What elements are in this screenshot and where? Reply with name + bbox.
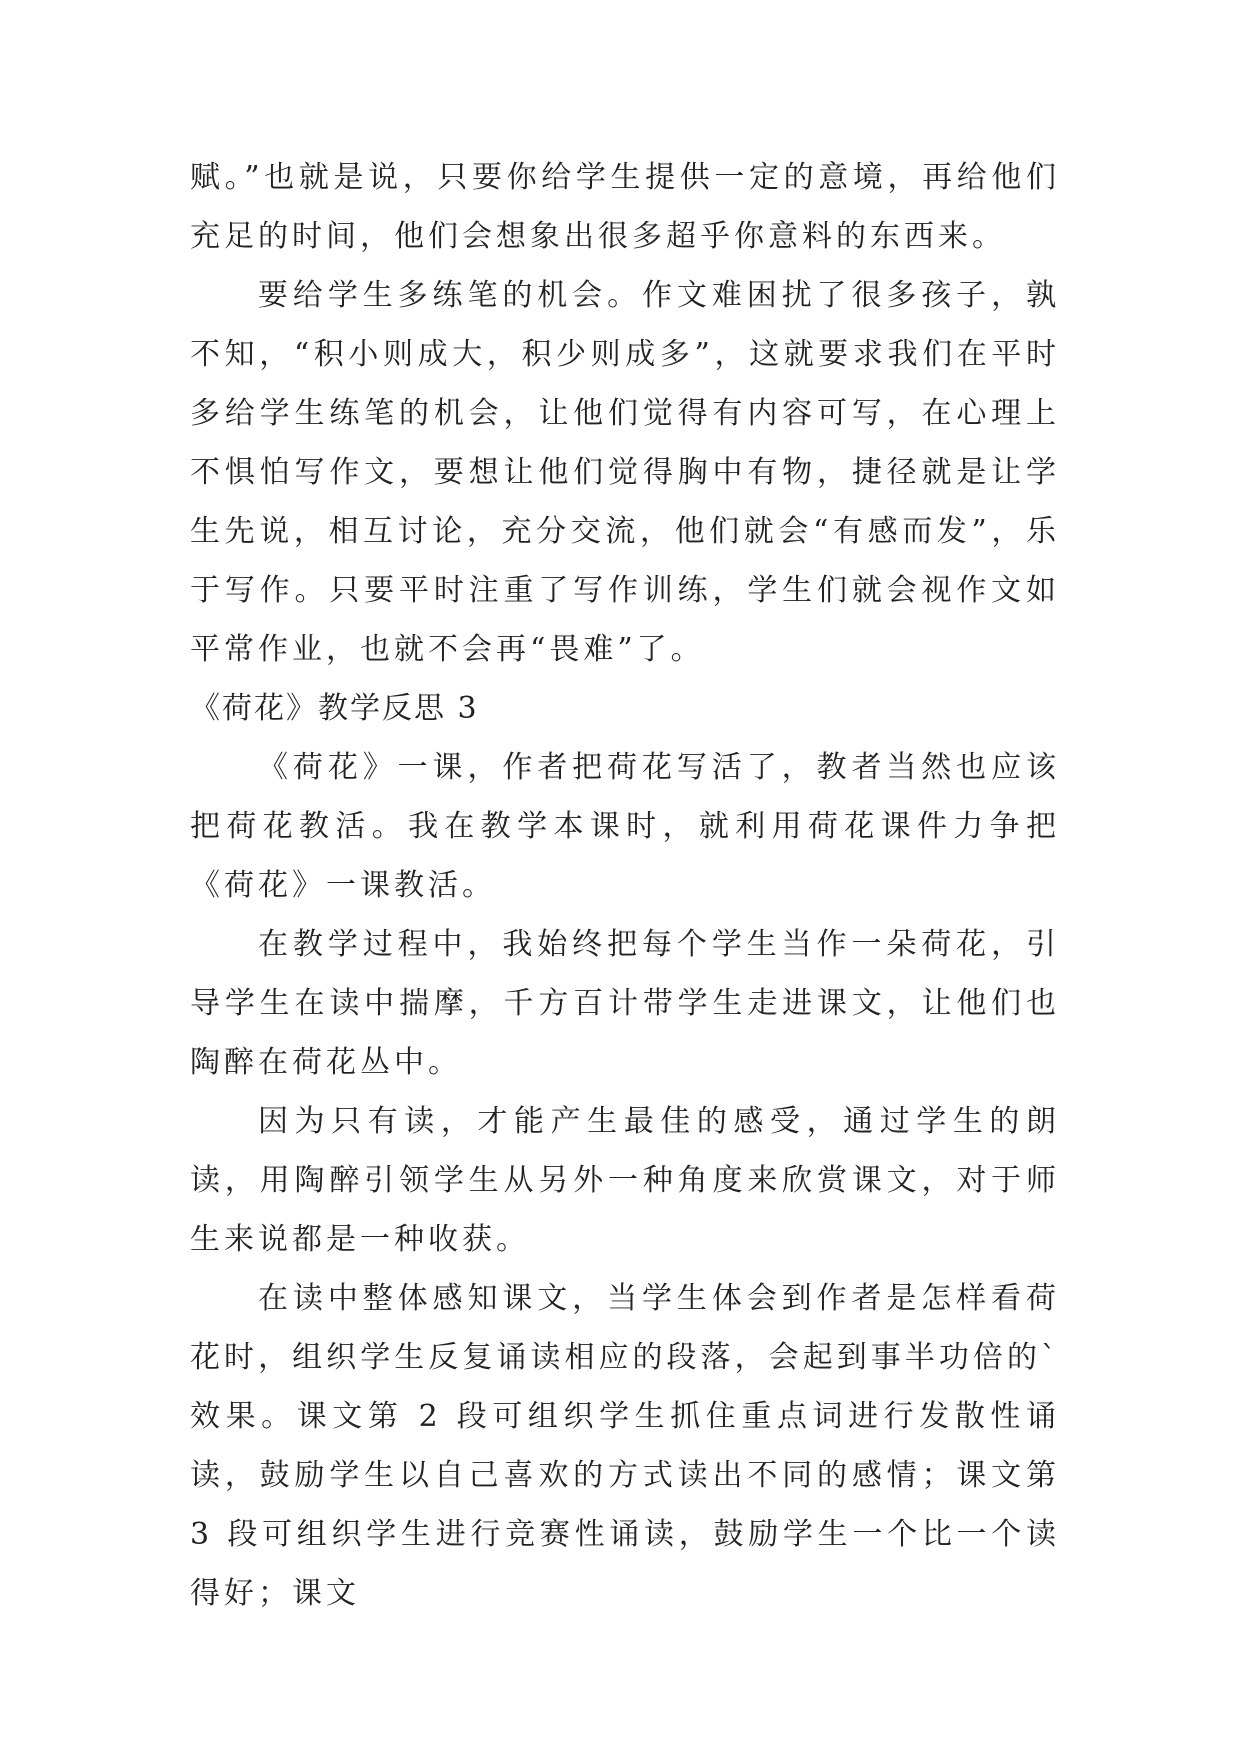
paragraph-recitation: 在读中整体感知课文，当学生体会到作者是怎样看荷花时，组织学生反复诵读相应的段落，会起到事半功倍的`效果。课文第 2 段可组织学生抓住重点词进行发散性诵读，鼓励学生以自己喜欢的方式读出不同的感情；课文第 3 段可组织学生进行竞赛性诵读，鼓励学生一个比一个读得好；课文 xyxy=(190,1281,1060,1611)
paragraph-writing-practice: 要给学生多练笔的机会。作文难困扰了很多孩子，孰不知，“积小则成大，积少则成多”，这就要求我们在平时多给学生练笔的机会，让他们觉得有内容可写，在心理上不惧怕写作文，要想让他们觉得胸中有物，捷径就是让学生先说，相互讨论，充分交流，他们就会“有感而发”，乐于写作。只要平时注重了写作训练，学生们就会视作文如平常作业，也就不会再“畏难”了。 xyxy=(190,278,1060,667)
paragraph-intro: 《荷花》一课，作者把荷花写活了，教者当然也应该把荷花教活。我在教学本课时，就利用荷花课件力争把《荷花》一课教活。 xyxy=(190,750,1060,903)
paragraph-continuation: 赋。”也就是说，只要你给学生提供一定的意境，再给他们充足的时间，他们会想象出很多超乎你意料的东西来。 xyxy=(190,160,1060,254)
paragraph-teaching-process: 在教学过程中，我始终把每个学生当作一朵荷花，引导学生在读中揣摩，千方百计带学生走进课文，让他们也陶醉在荷花丛中。 xyxy=(190,927,1060,1080)
section-title: 《荷花》教学反思 3 xyxy=(190,691,479,726)
document-body xyxy=(190,148,1060,1623)
paragraph-reading: 因为只有读，才能产生最佳的感受，通过学生的朗读，用陶醉引领学生从另外一种角度来欣赏课文，对于师生来说都是一种收获。 xyxy=(190,1104,1060,1257)
